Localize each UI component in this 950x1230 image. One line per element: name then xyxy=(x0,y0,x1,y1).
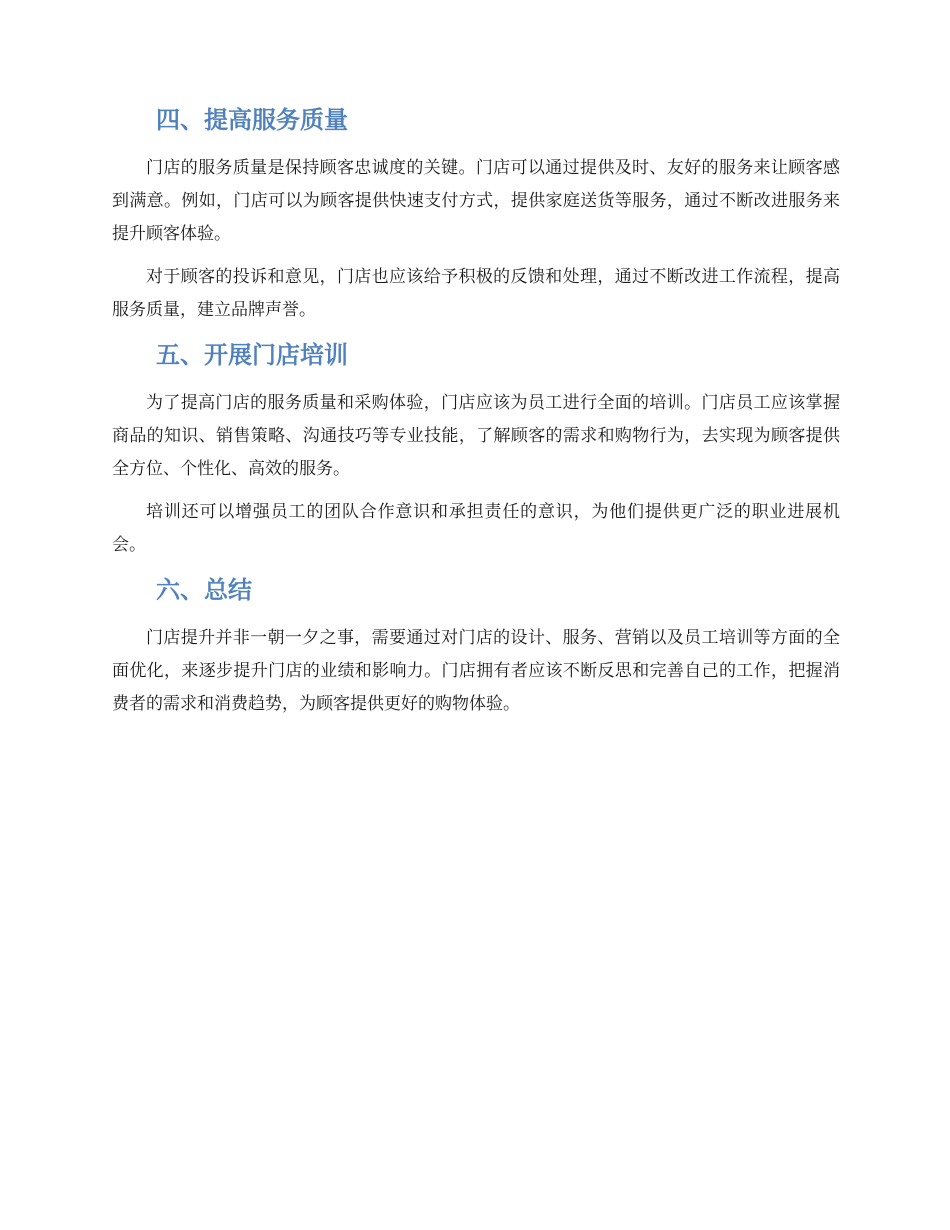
section-store-training xyxy=(112,339,840,562)
paragraph: 门店的服务质量是保持顾客忠诚度的关键。门店可以通过提供及时、友好的服务来让顾客感到满意。例如，门店可以为顾客提供快速支付方式，提供家庭送货等服务，通过不断改进服务来提升顾客体验。 xyxy=(112,158,840,244)
paragraph: 为了提高门店的服务质量和采购体验，门店应该为员工进行全面的培训。门店员工应该掌握商品的知识、销售策略、沟通技巧等专业技能，了解顾客的需求和购物行为，去实现为顾客提供全方位、个性化、高效的服务。 xyxy=(112,393,840,479)
paragraph: 对于顾客的投诉和意见，门店也应该给予积极的反馈和处理，通过不断改进工作流程，提高服务质量，建立品牌声誉。 xyxy=(112,267,840,320)
section-heading: 六、总结 xyxy=(156,576,252,604)
section-summary xyxy=(112,574,840,721)
section-heading: 四、提高服务质量 xyxy=(156,106,348,134)
paragraph: 培训还可以增强员工的团队合作意识和承担责任的意识，为他们提供更广泛的职业进展机会。 xyxy=(112,502,840,555)
section-heading: 五、开展门店培训 xyxy=(156,341,348,369)
document-body xyxy=(112,104,840,731)
paragraph: 门店提升并非一朝一夕之事，需要通过对门店的设计、服务、营销以及员工培训等方面的全面优化，来逐步提升门店的业绩和影响力。门店拥有者应该不断反思和完善自己的工作，把握消费者的需求和消费趋势，为顾客提供更好的购物体验。 xyxy=(112,628,840,714)
section-improve-service xyxy=(112,104,840,327)
